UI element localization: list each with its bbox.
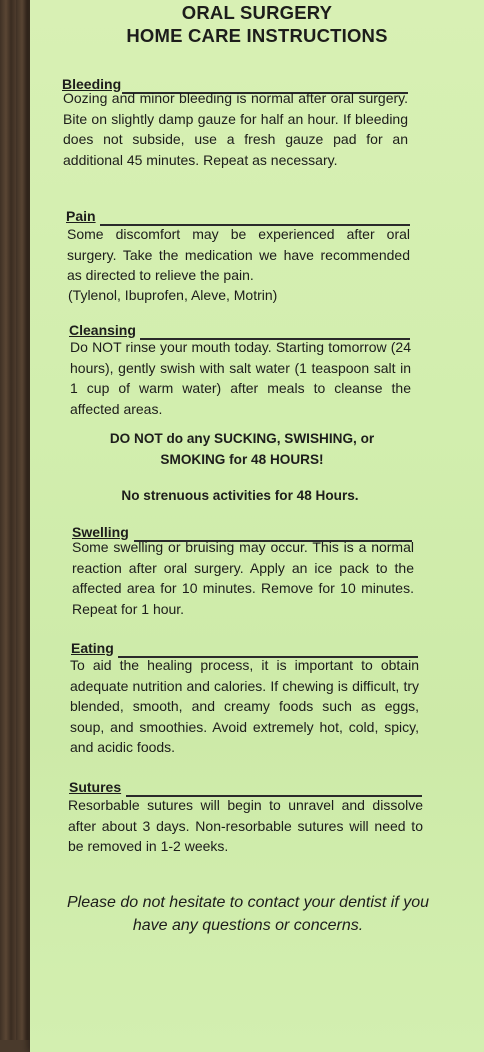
- pain-text: Some discomfort may be experienced after oral surgery. Take the medication we have recommended as directed to relieve the pain.: [67, 226, 410, 283]
- pain-medication-list: (Tylenol, Ibuprofen, Aleve, Motrin): [68, 287, 278, 303]
- title-line-1: ORAL SURGERY: [181, 2, 333, 23]
- swelling-text: Some swelling or bruising may occur. This is a normal reaction after oral surgery. Apply an ice pack to the affected area for 10 minutes. Remove for 10 minutes. Repeat for 1 hour.: [72, 539, 414, 617]
- bleeding-heading: Bleeding: [62, 76, 122, 92]
- cleansing-heading: Cleansing: [69, 322, 136, 338]
- eating-heading: Eating: [71, 640, 114, 656]
- closing-note: Please do not hesitate to contact your dentist if you have any questions or concerns.: [67, 894, 429, 934]
- cleansing-text: Do NOT rinse your mouth today. Starting tomorrow (24 hours), gently swish with salt water (1 teaspoon salt in 1 cup of warm water) after meals to cleanse the affected areas.: [70, 339, 411, 417]
- no-sucking-warning: DO NOT do any SUCKING, SWISHING, or SMOKING for 48 HOURS!: [109, 431, 375, 467]
- bleeding-text: Oozing and minor bleeding is normal after oral surgery. Bite on slightly damp gauze for half an hour. If bleeding does not subside, use a fresh gauze pad for an additional 45 minutes. Repeat as necessary.: [63, 90, 408, 168]
- swelling-heading: Swelling: [72, 524, 129, 540]
- eating-text: To aid the healing process, it is important to obtain adequate nutrition and calories. If chewing is difficult, try blended, smooth, and creamy foods such as eggs, soup, and smoothies. Avoid extremely hot, cold, spicy, and acidic foods.: [70, 657, 419, 755]
- no-strenuous-warning: No strenuous activities for 48 Hours.: [121, 488, 359, 503]
- title-line-2: HOME CARE INSTRUCTIONS: [126, 25, 388, 46]
- sutures-heading: Sutures: [69, 779, 122, 795]
- sutures-text: Resorbable sutures will begin to unravel and dissolve after about 3 days. Non-resorbable sutures will need to be removed in 1-2 weeks.: [68, 797, 423, 854]
- pain-heading: Pain: [66, 208, 96, 224]
